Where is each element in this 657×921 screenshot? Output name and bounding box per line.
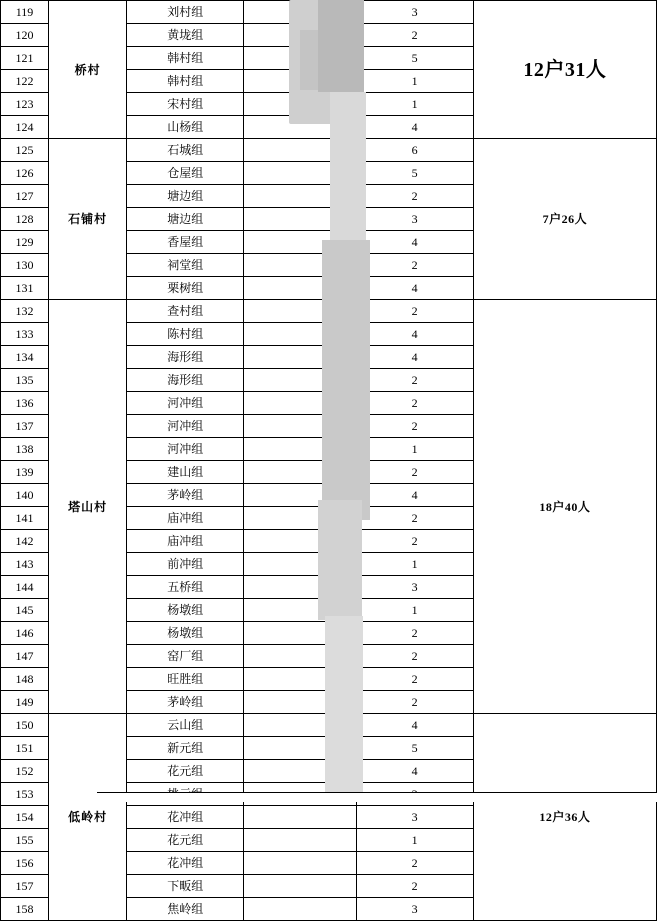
count-cell: 2 — [356, 392, 473, 415]
count-cell: 1 — [356, 599, 473, 622]
count-cell: 2 — [356, 254, 473, 277]
count-cell: 3 — [356, 806, 473, 829]
group-name-cell: 查村组 — [127, 300, 244, 323]
row-index-cell: 130 — [1, 254, 49, 277]
person-name-cell — [244, 254, 356, 277]
count-cell: 1 — [356, 438, 473, 461]
group-name-cell: 海形组 — [127, 369, 244, 392]
group-name-cell: 仓屋组 — [127, 162, 244, 185]
person-name-cell — [244, 438, 356, 461]
group-name-cell: 花元组 — [127, 829, 244, 852]
person-name-cell — [244, 668, 356, 691]
person-name-cell — [244, 622, 356, 645]
count-cell: 2 — [356, 530, 473, 553]
person-name-cell — [244, 24, 356, 47]
count-cell: 4 — [356, 760, 473, 783]
person-name-cell — [244, 691, 356, 714]
row-index-cell: 141 — [1, 507, 49, 530]
count-cell: 2 — [356, 852, 473, 875]
count-cell: 3 — [356, 898, 473, 921]
row-index-cell: 152 — [1, 760, 49, 783]
count-cell: 1 — [356, 70, 473, 93]
row-index-cell: 154 — [1, 806, 49, 829]
row-index-cell: 133 — [1, 323, 49, 346]
row-index-cell: 140 — [1, 484, 49, 507]
village-total-cell: 12户36人 — [473, 714, 656, 921]
row-index-cell: 136 — [1, 392, 49, 415]
count-cell: 4 — [356, 231, 473, 254]
table-row — [1, 1, 657, 24]
row-index-cell: 125 — [1, 139, 49, 162]
row-index-cell: 156 — [1, 852, 49, 875]
table-body — [1, 1, 657, 921]
person-name-cell — [244, 139, 356, 162]
row-index-cell: 122 — [1, 70, 49, 93]
group-name-cell: 宋村组 — [127, 93, 244, 116]
group-name-cell: 山杨组 — [127, 116, 244, 139]
person-name-cell — [244, 875, 356, 898]
count-cell: 2 — [356, 415, 473, 438]
count-cell: 1 — [356, 553, 473, 576]
count-cell: 2 — [356, 507, 473, 530]
row-index-cell: 144 — [1, 576, 49, 599]
group-name-cell: 花元组 — [127, 760, 244, 783]
group-name-cell: 塘边组 — [127, 208, 244, 231]
person-name-cell — [244, 300, 356, 323]
group-name-cell: 庙冲组 — [127, 507, 244, 530]
group-name-cell: 河冲组 — [127, 438, 244, 461]
person-name-cell — [244, 760, 356, 783]
person-name-cell — [244, 162, 356, 185]
count-cell: 1 — [356, 829, 473, 852]
group-name-cell: 河冲组 — [127, 415, 244, 438]
row-index-cell: 139 — [1, 461, 49, 484]
person-name-cell — [244, 185, 356, 208]
group-name-cell: 旺胜组 — [127, 668, 244, 691]
count-cell: 2 — [356, 300, 473, 323]
row-index-cell: 150 — [1, 714, 49, 737]
row-index-cell: 155 — [1, 829, 49, 852]
group-name-cell: 杨墩组 — [127, 599, 244, 622]
person-name-cell — [244, 47, 356, 70]
group-name-cell: 窑厂组 — [127, 645, 244, 668]
group-name-cell: 刘村组 — [127, 1, 244, 24]
row-index-cell: 131 — [1, 277, 49, 300]
row-index-cell: 151 — [1, 737, 49, 760]
person-name-cell — [244, 323, 356, 346]
row-index-cell: 158 — [1, 898, 49, 921]
person-name-cell — [244, 737, 356, 760]
village-name-cell: 桥村 — [49, 1, 127, 139]
person-name-cell — [244, 1, 356, 24]
group-name-cell: 祠堂组 — [127, 254, 244, 277]
count-cell: 2 — [356, 461, 473, 484]
row-index-cell: 128 — [1, 208, 49, 231]
row-index-cell: 145 — [1, 599, 49, 622]
group-name-cell: 前冲组 — [127, 553, 244, 576]
person-name-cell — [244, 415, 356, 438]
count-cell: 3 — [356, 1, 473, 24]
group-name-cell: 茅岭组 — [127, 484, 244, 507]
group-name-cell: 黄垅组 — [127, 24, 244, 47]
count-cell: 2 — [356, 185, 473, 208]
village-name-cell: 低岭村 — [49, 714, 127, 921]
count-cell: 2 — [356, 645, 473, 668]
person-name-cell — [244, 645, 356, 668]
group-name-cell: 五桥组 — [127, 576, 244, 599]
row-index-cell: 157 — [1, 875, 49, 898]
person-name-cell — [244, 599, 356, 622]
row-index-cell: 132 — [1, 300, 49, 323]
group-name-cell: 下畈组 — [127, 875, 244, 898]
person-name-cell — [244, 208, 356, 231]
row-index-cell: 129 — [1, 231, 49, 254]
group-name-cell: 焦岭组 — [127, 898, 244, 921]
row-index-cell: 146 — [1, 622, 49, 645]
village-total-cell: 12户31人 — [473, 1, 656, 139]
person-name-cell — [244, 93, 356, 116]
person-name-cell — [244, 231, 356, 254]
row-index-cell: 149 — [1, 691, 49, 714]
row-index-cell: 120 — [1, 24, 49, 47]
count-cell: 2 — [356, 691, 473, 714]
count-cell: 5 — [356, 737, 473, 760]
group-name-cell: 韩村组 — [127, 47, 244, 70]
count-cell: 5 — [356, 162, 473, 185]
count-cell: 2 — [356, 24, 473, 47]
group-name-cell: 茅岭组 — [127, 691, 244, 714]
row-index-cell: 124 — [1, 116, 49, 139]
count-cell: 4 — [356, 346, 473, 369]
village-total-cell: 7户26人 — [473, 139, 656, 300]
row-index-cell: 127 — [1, 185, 49, 208]
person-name-cell — [244, 392, 356, 415]
village-name-cell: 塔山村 — [49, 300, 127, 714]
person-name-cell — [244, 852, 356, 875]
group-name-cell: 石城组 — [127, 139, 244, 162]
group-name-cell: 海形组 — [127, 346, 244, 369]
row-index-cell: 148 — [1, 668, 49, 691]
row-index-cell: 138 — [1, 438, 49, 461]
count-cell: 4 — [356, 116, 473, 139]
row-index-cell: 143 — [1, 553, 49, 576]
group-name-cell: 花冲组 — [127, 806, 244, 829]
count-cell: 4 — [356, 277, 473, 300]
table-row — [1, 139, 657, 162]
count-cell: 4 — [356, 484, 473, 507]
group-name-cell: 庙冲组 — [127, 530, 244, 553]
group-name-cell: 建山组 — [127, 461, 244, 484]
group-name-cell: 香屋组 — [127, 231, 244, 254]
count-cell: 4 — [356, 323, 473, 346]
row-index-cell: 153 — [1, 783, 49, 806]
count-cell: 3 — [356, 208, 473, 231]
count-cell: 2 — [356, 875, 473, 898]
village-name-cell: 石铺村 — [49, 139, 127, 300]
count-cell: 3 — [356, 576, 473, 599]
group-name-cell: 河冲组 — [127, 392, 244, 415]
row-index-cell: 142 — [1, 530, 49, 553]
person-name-cell — [244, 70, 356, 93]
village-total-cell: 18户40人 — [473, 300, 656, 714]
row-index-cell: 135 — [1, 369, 49, 392]
person-name-cell — [244, 277, 356, 300]
person-name-cell — [244, 369, 356, 392]
row-index-cell: 121 — [1, 47, 49, 70]
row-index-cell: 123 — [1, 93, 49, 116]
person-name-cell — [244, 553, 356, 576]
count-cell: 5 — [356, 47, 473, 70]
person-name-cell — [244, 806, 356, 829]
count-cell: 2 — [356, 668, 473, 691]
row-index-cell: 126 — [1, 162, 49, 185]
person-name-cell — [244, 829, 356, 852]
count-cell: 4 — [356, 714, 473, 737]
count-cell: 2 — [356, 622, 473, 645]
count-cell: 2 — [356, 369, 473, 392]
count-cell: 1 — [356, 93, 473, 116]
person-name-cell — [244, 507, 356, 530]
group-name-cell: 新元组 — [127, 737, 244, 760]
table-row — [1, 714, 657, 737]
person-name-cell — [244, 576, 356, 599]
person-name-cell — [244, 714, 356, 737]
group-name-cell: 杨墩组 — [127, 622, 244, 645]
count-cell: 6 — [356, 139, 473, 162]
row-index-cell: 137 — [1, 415, 49, 438]
person-name-cell — [244, 484, 356, 507]
row-index-cell: 119 — [1, 1, 49, 24]
person-name-cell — [244, 346, 356, 369]
group-name-cell: 花冲组 — [127, 852, 244, 875]
person-name-cell — [244, 898, 356, 921]
table-row — [1, 300, 657, 323]
group-name-cell: 韩村组 — [127, 70, 244, 93]
person-name-cell — [244, 461, 356, 484]
person-name-cell — [244, 116, 356, 139]
person-name-cell — [244, 530, 356, 553]
row-index-cell: 147 — [1, 645, 49, 668]
row-index-cell: 134 — [1, 346, 49, 369]
group-name-cell: 云山组 — [127, 714, 244, 737]
group-name-cell: 栗树组 — [127, 277, 244, 300]
group-name-cell: 陈村组 — [127, 323, 244, 346]
group-name-cell: 塘边组 — [127, 185, 244, 208]
